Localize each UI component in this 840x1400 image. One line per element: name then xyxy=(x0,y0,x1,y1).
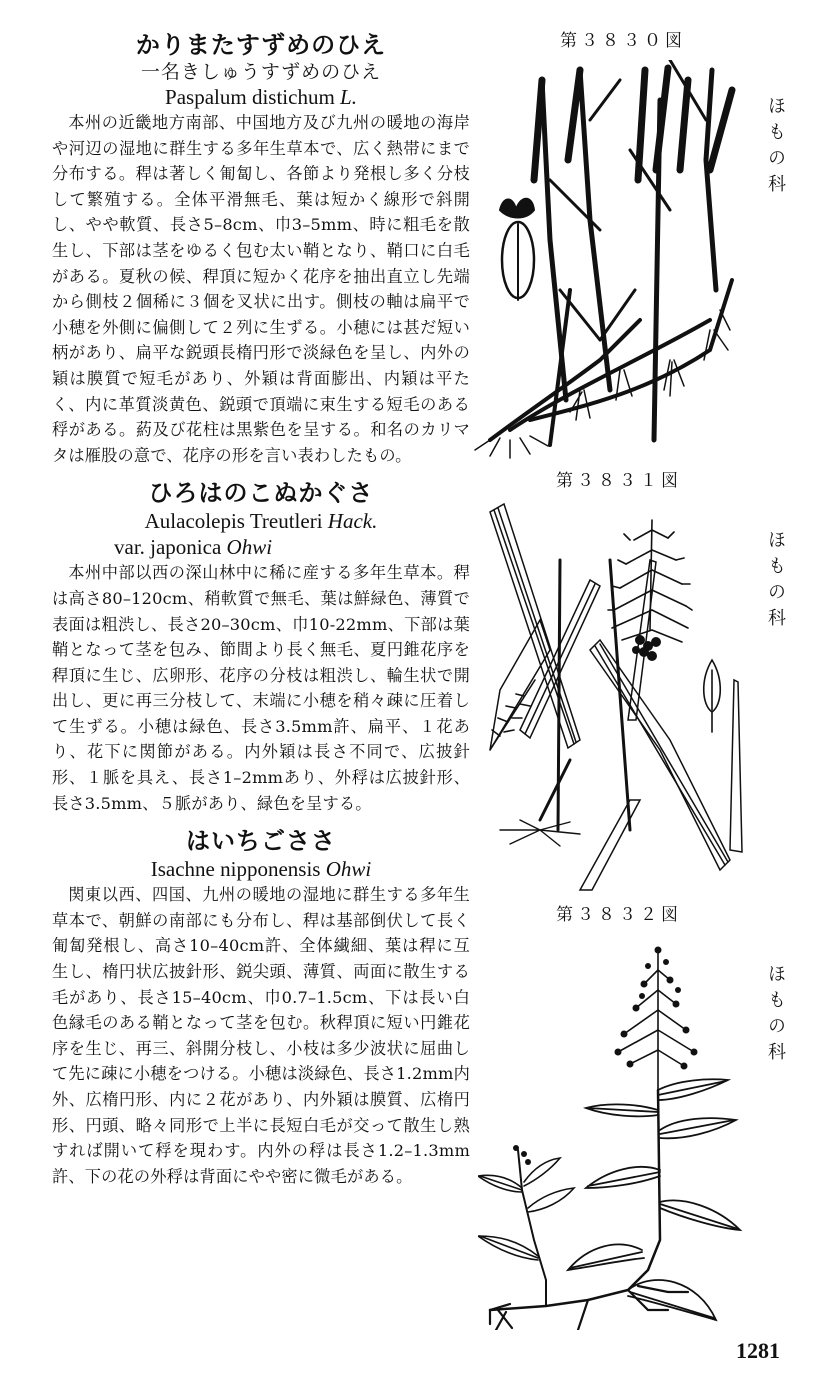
japanese-name: かりまたすずめのひえ xyxy=(135,31,387,59)
text-column xyxy=(52,30,470,1189)
aulacolepis-illustration-icon xyxy=(480,500,760,895)
entry-haichigozasa xyxy=(52,826,470,1189)
author: Ohwi xyxy=(325,857,372,882)
figure-label-3830: 第３８３０図 xyxy=(560,31,686,51)
family-label: ほもの科 xyxy=(765,96,786,200)
japanese-name: ひろはのこぬかぐさ xyxy=(148,479,374,508)
binomial: Paspalum distichum xyxy=(165,85,335,109)
variety-author: Ohwi xyxy=(226,535,273,560)
entry-hirohanokonukagusa xyxy=(52,478,470,816)
family-label: ほもの科 xyxy=(765,964,786,1068)
japanese-name: はいちごささ xyxy=(186,827,336,856)
variety-name xyxy=(52,534,470,560)
author: Hack. xyxy=(327,509,378,534)
scientific-name xyxy=(52,856,470,882)
figure-label-3831: 第３８３１図 xyxy=(556,471,682,491)
author: L. xyxy=(340,85,357,109)
description: 本州中部以西の深山林中に稀に産する多年生草本。稈は高さ80–120cm、稍軟質で無毛、葉は鮮緑色、薄質で表面は粗渋し、長さ20–30cm、巾10-22mm、下部は葉鞘となって茎を包み、節間より長く無毛、夏円錐花序を稈頂に生じ、広卵形、花序の分枝は粗渋し、輪生状で開出し、更に再三分枝して、末端に小穂を稍々疎に圧着して生ずる。小穂は緑色、長さ3.5mm許、扁平、１花あり、花下に関節がある。内外穎は長さ不同で、広披針形、１脈を具え、長さ1–2mmあり、外稃は広披針形、長さ3.5mm、５脈があり、緑色を呈する。 xyxy=(52,563,470,813)
alternate-name: 一名きしゅうすずめのひえ xyxy=(140,61,382,83)
page-number: 1281 xyxy=(736,1338,780,1363)
spikelet-detail-icon xyxy=(500,199,534,300)
binomial: Isachne nipponensis xyxy=(150,857,321,882)
scientific-name xyxy=(52,508,470,534)
entry-karimatasuzumenohie xyxy=(52,30,470,468)
description: 関東以西、四国、九州の暖地の湿地に群生する多年生草本で、朝鮮の南部にも分布し、稈は基部倒伏して長く匍匐発根し、高さ10–40cm許、全体繊細、葉は稈に互生し、楕円状広披針形、鋭尖頭、薄質、両面に散生する毛があり、長さ15–40cm、巾0.7–1.5cm、下は長い白色縁毛のある鞘となって茎を包む。秋稈頂に短い円錐花序を生じ、再三、斜開分枝し、小枝は多少波状に屈曲して先に疎に小穂をつける。小穂は淡緑色、長さ1.2mm内外、広楕円形、内に２花があり、内外穎は膜質、広楕円形、円頭、略々同形で上半に長短白毛が交って散生し熟すれば開いて稃を現わす。内外の稃は長さ1.2–1.3mm許、下の花の外稃は背面にやや密に微毛がある。 xyxy=(52,885,470,1186)
scientific-name xyxy=(52,84,470,110)
binomial: Aulacolepis Treutleri xyxy=(144,509,323,534)
isachne-illustration-icon xyxy=(478,940,808,1330)
variety: var. japonica xyxy=(114,535,222,560)
description: 本州の近畿地方南部、中国地方及び九州の暖地の海岸や河辺の湿地に群生する多年生草本で、広く熱帯にまで分布する。稈は著しく匍匐し、各節より発根し多く分枝して繁殖する。全体平滑無毛、葉は短かく線形で斜開し、やや軟質、長さ5–8cm、巾3–5mm、時に粗毛を散生し、下部は茎をゆるく包む太い鞘となり、鞘口に白毛がある。夏秋の候、稈頂に短かく花序を抽出直立し先端から側枝２個稀に３個を叉状に出す。側枝の軸は扁平で小穂を外側に偏側して２列に生ずる。小穂には甚だ短い柄があり、扁平な鋭頭長楕円形で淡緑色を呈し、内外の穎は膜質で短毛があり、外穎は背面膨出、内穎は平たく、内に革質淡黄色、鋭頭で頂端に束生する短毛のある稃がある。葯及び花柱は黒紫色を呈する。和名のカリマタは雁股の意で、花序の形を言い表わしたもの。 xyxy=(52,113,470,465)
paspalum-illustration-icon xyxy=(470,60,760,460)
family-label: ほもの科 xyxy=(765,530,786,634)
figure-label-3832: 第３８３２図 xyxy=(556,905,682,925)
